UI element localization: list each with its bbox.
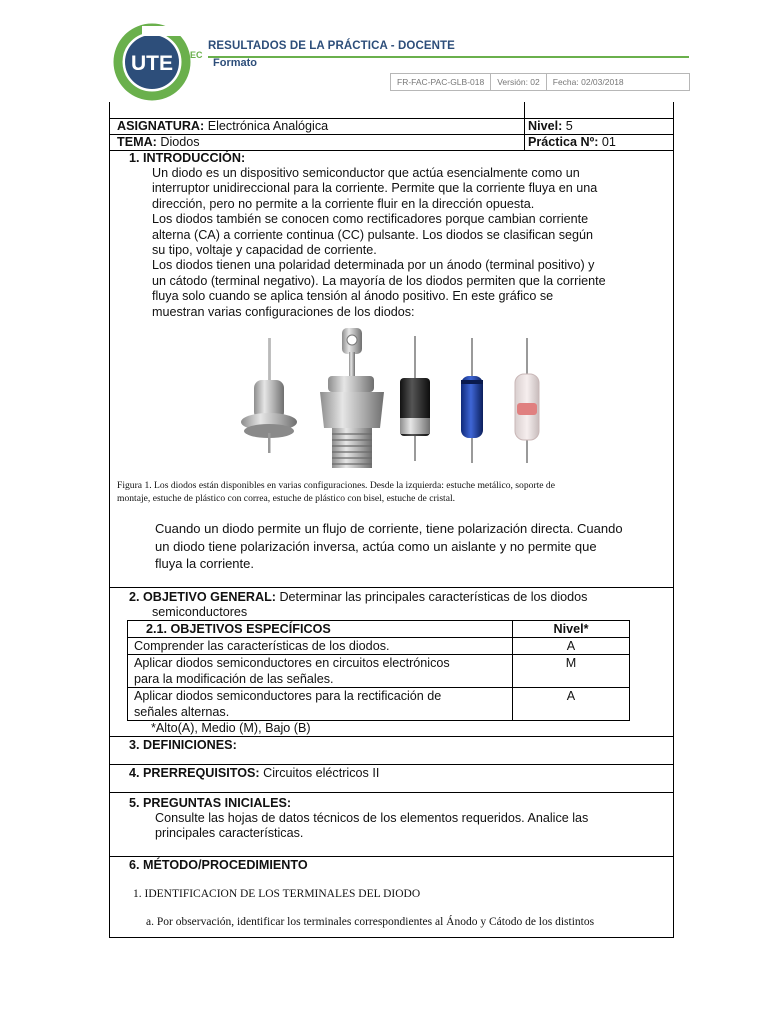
ute-logo [112,22,192,102]
intro-line: Un diodo es un dispositivo semiconductor que actúa esencialmente como un [152,166,580,180]
intro-line: alterna (CA) a corriente continua (CC) pulsante. Los diodos se clasifican según [152,227,594,242]
tema-field [117,135,200,151]
tema-label: TEMA: [117,135,157,149]
tema-value: Diodos [156,135,200,149]
intro-line: Los diodos tienen una polaridad determinada por un ánodo (terminal positivo) y [152,258,595,273]
table-row [128,638,630,655]
table-cell-nivel: A [513,638,630,655]
preguntas-line: Consulte las hojas de datos técnicos de los elementos requeridos. Analice las [155,811,589,825]
rule [524,102,525,150]
doc-date: Fecha: 02/03/2018 [552,77,624,87]
table-row [128,688,630,721]
asignatura-label: ASIGNATURA: [117,119,205,133]
table-cell-objetivo: Comprender las características de los diodos. [128,638,513,655]
after-line: Cuando un diodo permite un flujo de corriente, tiene polarización directa. Cuando [155,521,623,536]
caption-line: Figura 1. Los diodos están disponibles en varias configuraciones. Desde la izquierda: estuche metálico, soporte de [117,480,555,491]
section-heading-prerrequisitos: 4. PRERREQUISITOS: [129,766,260,780]
figure-caption [117,479,555,505]
intro-line: fluya solo cuando se aplica tensión al ánodo positivo. En este gráfico se [152,289,554,304]
rule [109,587,673,588]
practica-value: 01 [598,135,616,149]
doc-header-title: RESULTADOS DE LA PRÁCTICA - DOCENTE [208,40,455,52]
table-cell-objetivo: Aplicar diodos semiconductores para la rectificación de señales alternas. [128,688,513,721]
section-heading-preguntas: 5. PREGUNTAS INICIALES: [129,796,292,810]
table-cell-nivel: A [513,688,630,721]
prerrequisitos-field [129,766,379,782]
intro-line: un cátodo (terminal negativo). La mayoría de los diodos permiten que la corriente [152,273,606,288]
rule [109,792,673,793]
doc-version: Versión: 02 [491,74,547,90]
intro-line: dirección, pero no permite a la corriente fluir en la dirección opuesta. [152,196,535,211]
glass-diode [515,338,539,463]
nivel-field [528,119,573,135]
section-heading-definiciones: 3. DEFINICIONES: [129,738,237,752]
intro-after-paragraph [155,520,623,573]
intro-paragraph [152,166,606,320]
plastic-bezel-diode [461,338,483,463]
table-header-row [128,621,630,638]
plastic-strap-diode [400,336,430,461]
logo-ec: EC [190,50,203,60]
practica-field [528,135,616,151]
objetivos-table [127,620,630,721]
objetivo-general [129,590,587,606]
section-heading-objetivo: 2. OBJETIVO GENERAL: [129,590,276,604]
table-cell-nivel: M [513,655,630,688]
rule [109,764,673,765]
section-heading-intro: 1. INTRODUCCIÓN: [129,151,246,165]
diodes-figure [232,328,562,473]
doc-header-subtitle: Formato [213,57,257,69]
metodo-step-a: a. Por observación, identificar los terminales correspondientes al Ánodo y Cátodo de los distintos [146,916,595,928]
asignatura-value: Electrónica Analógica [204,119,329,133]
after-line: fluya la corriente. [155,556,254,571]
intro-line: Los diodos también se conocen como rectificadores porque cambian corriente [152,212,589,227]
nivel-label: Nivel: [528,119,563,133]
rule [109,856,673,857]
objetivo-text-2: semiconductores [152,605,248,619]
nivel-footnote: *Alto(A), Medio (M), Bajo (B) [151,721,311,735]
doc-meta-box [390,73,690,91]
preguntas-line: principales características. [155,826,304,841]
objetivo-text: Determinar las principales características de los diodos [275,590,588,604]
intro-line: interruptor unidireccional para la corriente. Permite que la corriente fluya en una [152,181,598,196]
header-divider [208,56,689,58]
stud-mount-diode [320,328,384,468]
table-header-nivel: Nivel* [513,621,630,638]
prerrequisitos-value: Circuitos eléctricos II [259,766,380,780]
doc-code: FR-FAC-PAC-GLB-018 [391,74,491,90]
practica-label: Práctica Nº: [528,135,599,149]
metodo-subheading: 1. IDENTIFICACION DE LOS TERMINALES DEL DIODO [133,888,421,900]
table-cell-objetivo: Aplicar diodos semiconductores en circuitos electrónicos para la modificación de las señales. [128,655,513,688]
table-row [128,655,630,688]
asignatura-field [117,119,328,135]
intro-line: muestran varias configuraciones de los diodos: [152,304,415,319]
section-heading-metodo: 6. MÉTODO/PROCEDIMIENTO [129,858,308,872]
table-header-objetivos: 2.1. OBJETIVOS ESPECÍFICOS [128,621,513,638]
metal-case-diode [241,338,297,453]
logo-text: UTE [131,52,173,75]
caption-line: montaje, estuche de plástico con correa, estuche de plástico con bisel, estuche de cristal. [117,493,456,504]
nivel-value: 5 [562,119,573,133]
preguntas-paragraph [155,811,588,842]
after-line: un diodo tiene polarización inversa, actúa como un aislante y no permite que [155,538,597,554]
intro-line: su tipo, voltaje y capacidad de corriente. [152,243,377,258]
